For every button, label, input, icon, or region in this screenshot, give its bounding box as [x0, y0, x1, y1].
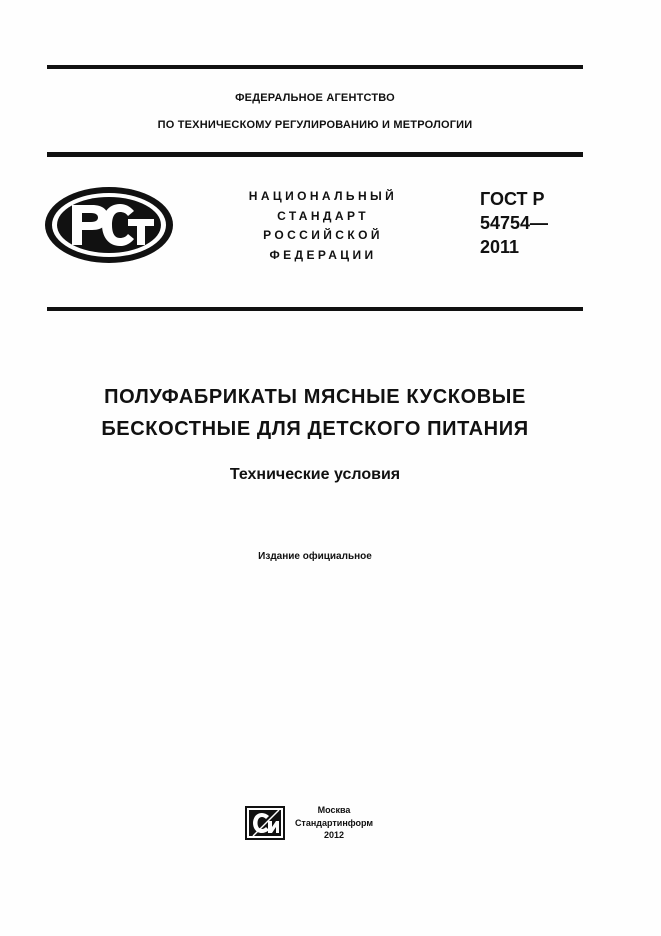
national-standard-label	[218, 187, 428, 265]
national-label-line: НАЦИОНАЛЬНЫЙ	[248, 189, 398, 203]
rst-certification-mark-icon	[42, 185, 176, 265]
top-rule	[47, 65, 583, 69]
designation-line: 2011	[480, 237, 520, 257]
standartinform-logo-icon	[245, 806, 285, 840]
publisher-city: Москва	[317, 805, 351, 815]
document-title-line-2: БЕСКОСТНЫЕ ДЛЯ ДЕТСКОГО ПИТАНИЯ	[101, 418, 529, 440]
section-rule	[47, 307, 583, 311]
agency-name-line-1: ФЕДЕРАЛЬНОЕ АГЕНТСТВО	[235, 92, 395, 104]
document-title-line-1: ПОЛУФАБРИКАТЫ МЯСНЫЕ КУСКОВЫЕ	[104, 386, 526, 408]
standard-designation	[480, 187, 548, 259]
edition-label: Издание официальное	[258, 551, 372, 562]
designation-line: ГОСТ Р	[480, 189, 545, 209]
national-label-line: РОССИЙСКОЙ	[263, 228, 383, 242]
publication-year: 2012	[323, 830, 345, 840]
publisher-info	[294, 804, 374, 842]
agency-name-line-2: ПО ТЕХНИЧЕСКОМУ РЕГУЛИРОВАНИЮ И МЕТРОЛОГИИ	[157, 119, 473, 131]
national-label-line: СТАНДАРТ	[277, 208, 369, 223]
national-label-line: ФЕДЕРАЦИИ	[269, 247, 377, 262]
document-subtitle: Технические условия	[229, 466, 401, 483]
designation-line: 54754—	[480, 213, 549, 233]
publisher-name: Стандартинформ	[294, 817, 374, 828]
header-rule	[47, 152, 583, 157]
